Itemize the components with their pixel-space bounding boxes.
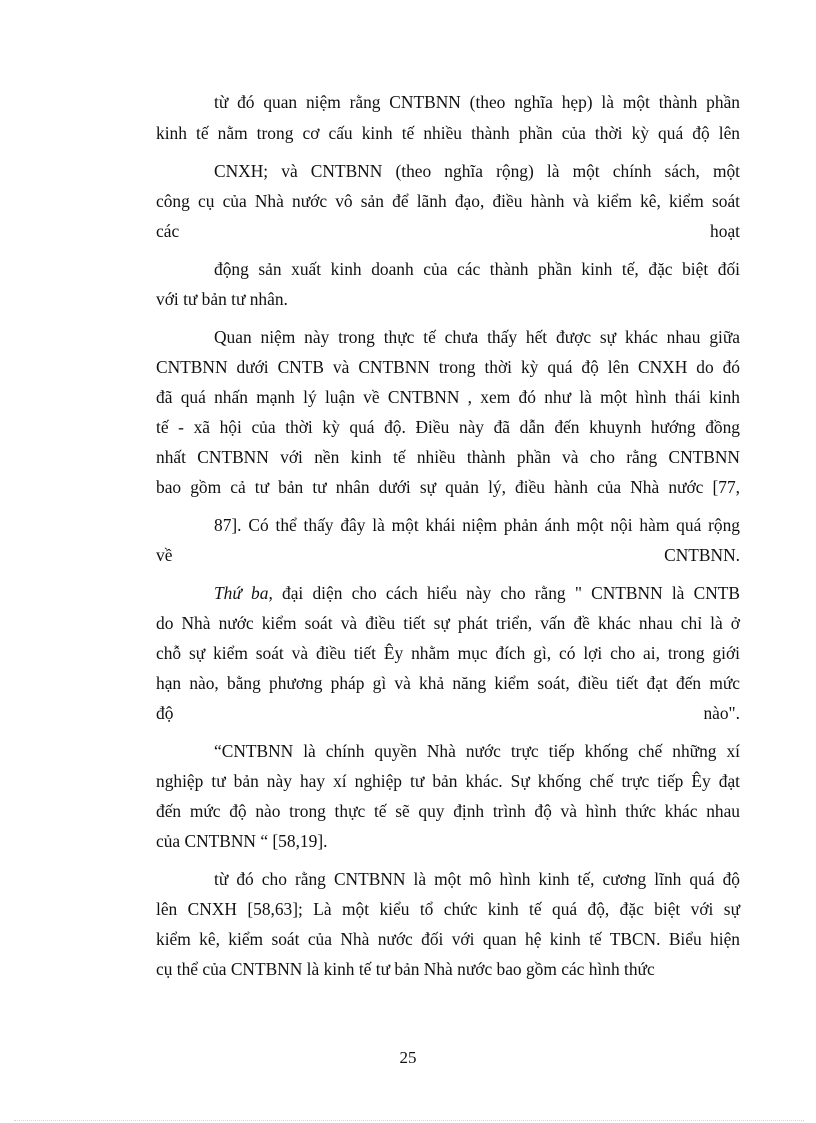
- page-number: 25: [399, 1048, 417, 1067]
- text-word: độ: [156, 703, 174, 723]
- text-line: công cụ của Nhà nước vô sản để lãnh đạo, điều hành và kiểm kê, kiểm soát: [156, 191, 740, 211]
- text-line: [156, 544, 740, 566]
- text-line: “CNTBNN là chính quyền Nhà nước trực tiếp khống chế những xí: [214, 741, 740, 761]
- text-line: do Nhà nước kiểm soát và điều tiết sự phát triển, vấn đề khác nhau chỉ là ở: [156, 613, 740, 633]
- text-run: đại diện cho cách hiểu này cho rằng " CNTBNN là CNTB: [272, 583, 740, 603]
- text-word: các: [156, 221, 180, 241]
- text-line: nghiệp tư bản này hay xí nghiệp tư bản khác. Sự khống chế trực tiếp Êy đạt: [156, 771, 740, 791]
- text-line: [156, 220, 740, 242]
- text-line: nhất CNTBNN với nền kinh tế nhiều thành phần và cho rằng CNTBNN: [156, 447, 740, 467]
- text-line: [156, 702, 740, 724]
- text-word: nào".: [703, 703, 740, 723]
- text-line: kiểm kê, kiểm soát của Nhà nước đối với quan hệ kinh tế TBCN. Biểu hiện: [156, 929, 740, 949]
- text-line: [214, 582, 740, 604]
- text-line: Quan niệm này trong thực tế chưa thấy hết được sự khác nhau giữa: [214, 327, 740, 347]
- text-line: hạn nào, bằng phương pháp gì và khả năng kiểm soát, điều tiết đạt đến mức: [156, 673, 740, 693]
- text-line: tế - xã hội của thời kỳ quá độ. Điều này đã dẫn đến khuynh hướng đồng: [156, 417, 740, 437]
- text-line: CNXH; và CNTBNN (theo nghĩa rộng) là một chính sách, một: [214, 161, 740, 181]
- text-line: động sản xuất kinh doanh của các thành phần kinh tế, đặc biệt đối: [214, 259, 740, 279]
- text-word: CNTBNN.: [664, 545, 740, 565]
- italic-lead: Thứ ba,: [214, 583, 273, 603]
- text-line: từ đó cho rằng CNTBNN là một mô hình kinh tế, cương lĩnh quá độ: [214, 869, 740, 889]
- text-line: đã quá nhấn mạnh lý luận về CNTBNN , xem đó như là một hình thái kinh: [156, 387, 740, 407]
- text-line: CNTBNN dưới CNTB và CNTBNN trong thời kỳ quá độ lên CNXH do đó: [156, 357, 740, 377]
- text-line: đến mức độ nào trong thực tế sẽ quy định trình độ và hình thức khác nhau: [156, 801, 740, 821]
- text-line: từ đó quan niệm rằng CNTBNN (theo nghĩa hẹp) là một thành phần: [214, 92, 740, 112]
- text-line: chỗ sự kiểm soát và điều tiết Êy nhằm mục đích gì, có lợi cho ai, trong giới: [156, 643, 740, 663]
- text-line: với tư bản tư nhân.: [156, 289, 288, 309]
- text-line: kinh tế nằm trong cơ cấu kinh tế nhiều thành phần của thời kỳ quá độ lên: [156, 123, 740, 143]
- text-word: về: [156, 545, 173, 565]
- page-bottom-rule: [14, 1120, 804, 1121]
- text-line: của CNTBNN “ [58,19].: [156, 831, 328, 851]
- text-line: 87]. Có thể thấy đây là một khái niệm phản ánh một nội hàm quá rộng: [214, 515, 740, 535]
- text-line: cụ thể của CNTBNN là kinh tế tư bản Nhà nước bao gồm các hình thức: [156, 959, 655, 979]
- text-line: bao gồm cả tư bản tư nhân dưới sự quản lý, điều hành của Nhà nước [77,: [156, 477, 740, 497]
- text-line: lên CNXH [58,63]; Là một kiểu tổ chức kinh tế quá độ, đặc biệt với sự: [156, 899, 740, 919]
- text-word: hoạt: [710, 221, 740, 241]
